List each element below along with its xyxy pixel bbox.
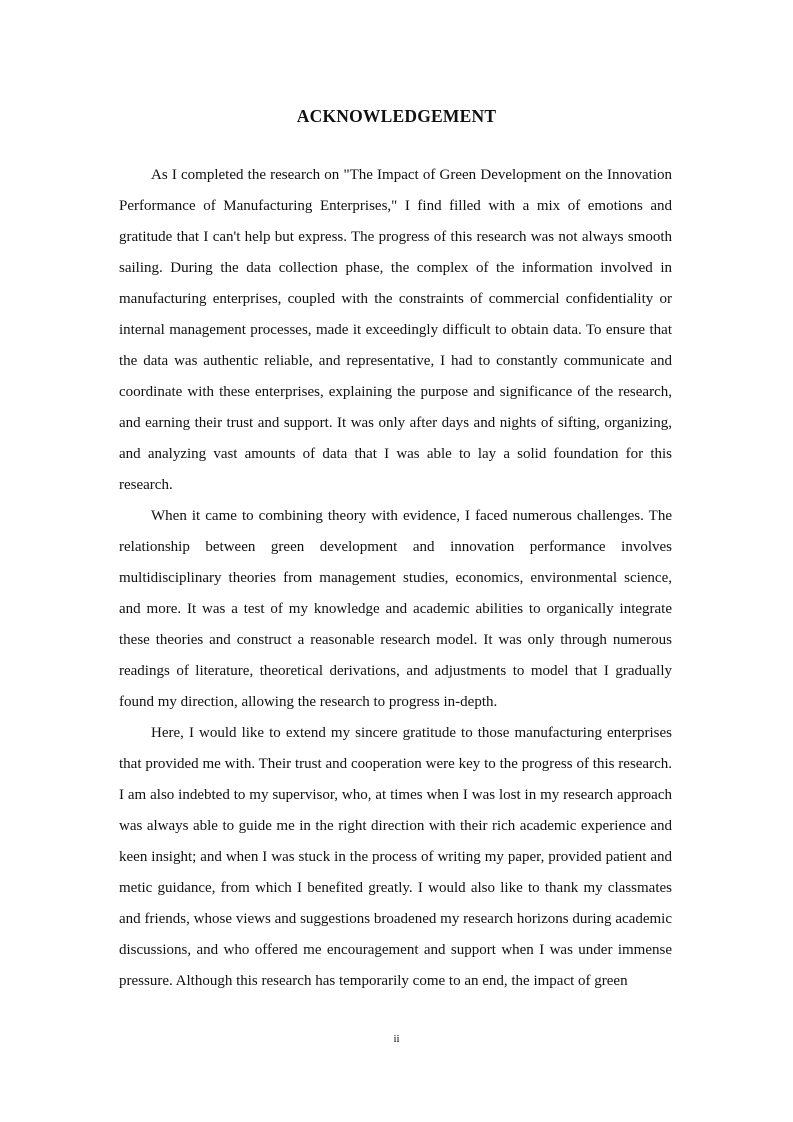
page-number: ii [393, 1033, 400, 1045]
page-title: ACKNOWLEDGEMENT [296, 106, 497, 126]
paragraph-2: When it came to combining theory with evidence, I faced numerous challenges. The relationship between green development and innovation performance involves multidisciplinary theories from management studies, economics, environmental science, and more. It was a test of my knowledge and academic abilities to organically integrate these theories and construct a reasonable research model. It was only through numerous readings of literature, theoretical derivations, and adjustments to model that I gradually found my direction, allowing the research to progress in-depth. [119, 508, 672, 710]
paragraph-1: As I completed the research on "The Impact of Green Development on the Innovation Performance of Manufacturing Enterprises," I find filled with a mix of emotions and gratitude that I can't help but express. The progress of this research was not always smooth sailing. During the data collection phase, the complex of the information involved in manufacturing enterprises, coupled with the constraints of commercial confidentiality or internal management processes, made it exceedingly difficult to obtain data. To ensure that the data was authentic reliable, and representative, I had to constantly communicate and coordinate with these enterprises, explaining the purpose and significance of the research, and earning their trust and support. It was only after days and nights of sifting, organizing, and analyzing vast amounts of data that I was able to lay a solid foundation for this research. [119, 167, 672, 493]
acknowledgement-body [119, 160, 672, 997]
paragraph-3: Here, I would like to extend my sincere gratitude to those manufacturing enterprises that provided me with. Their trust and cooperation were key to the progress of this research. I am also indebted to my supervisor, who, at times when I was lost in my research approach was always able to guide me in the right direction with their rich academic experience and keen insight; and when I was stuck in the process of writing my paper, provided patient and metic guidance, from which I benefited greatly. I would also like to thank my classmates and friends, whose views and suggestions broadened my research horizons during academic discussions, and who offered me encouragement and support when I was under immense pressure. Although this research has temporarily come to an end, the impact of green [119, 725, 672, 989]
